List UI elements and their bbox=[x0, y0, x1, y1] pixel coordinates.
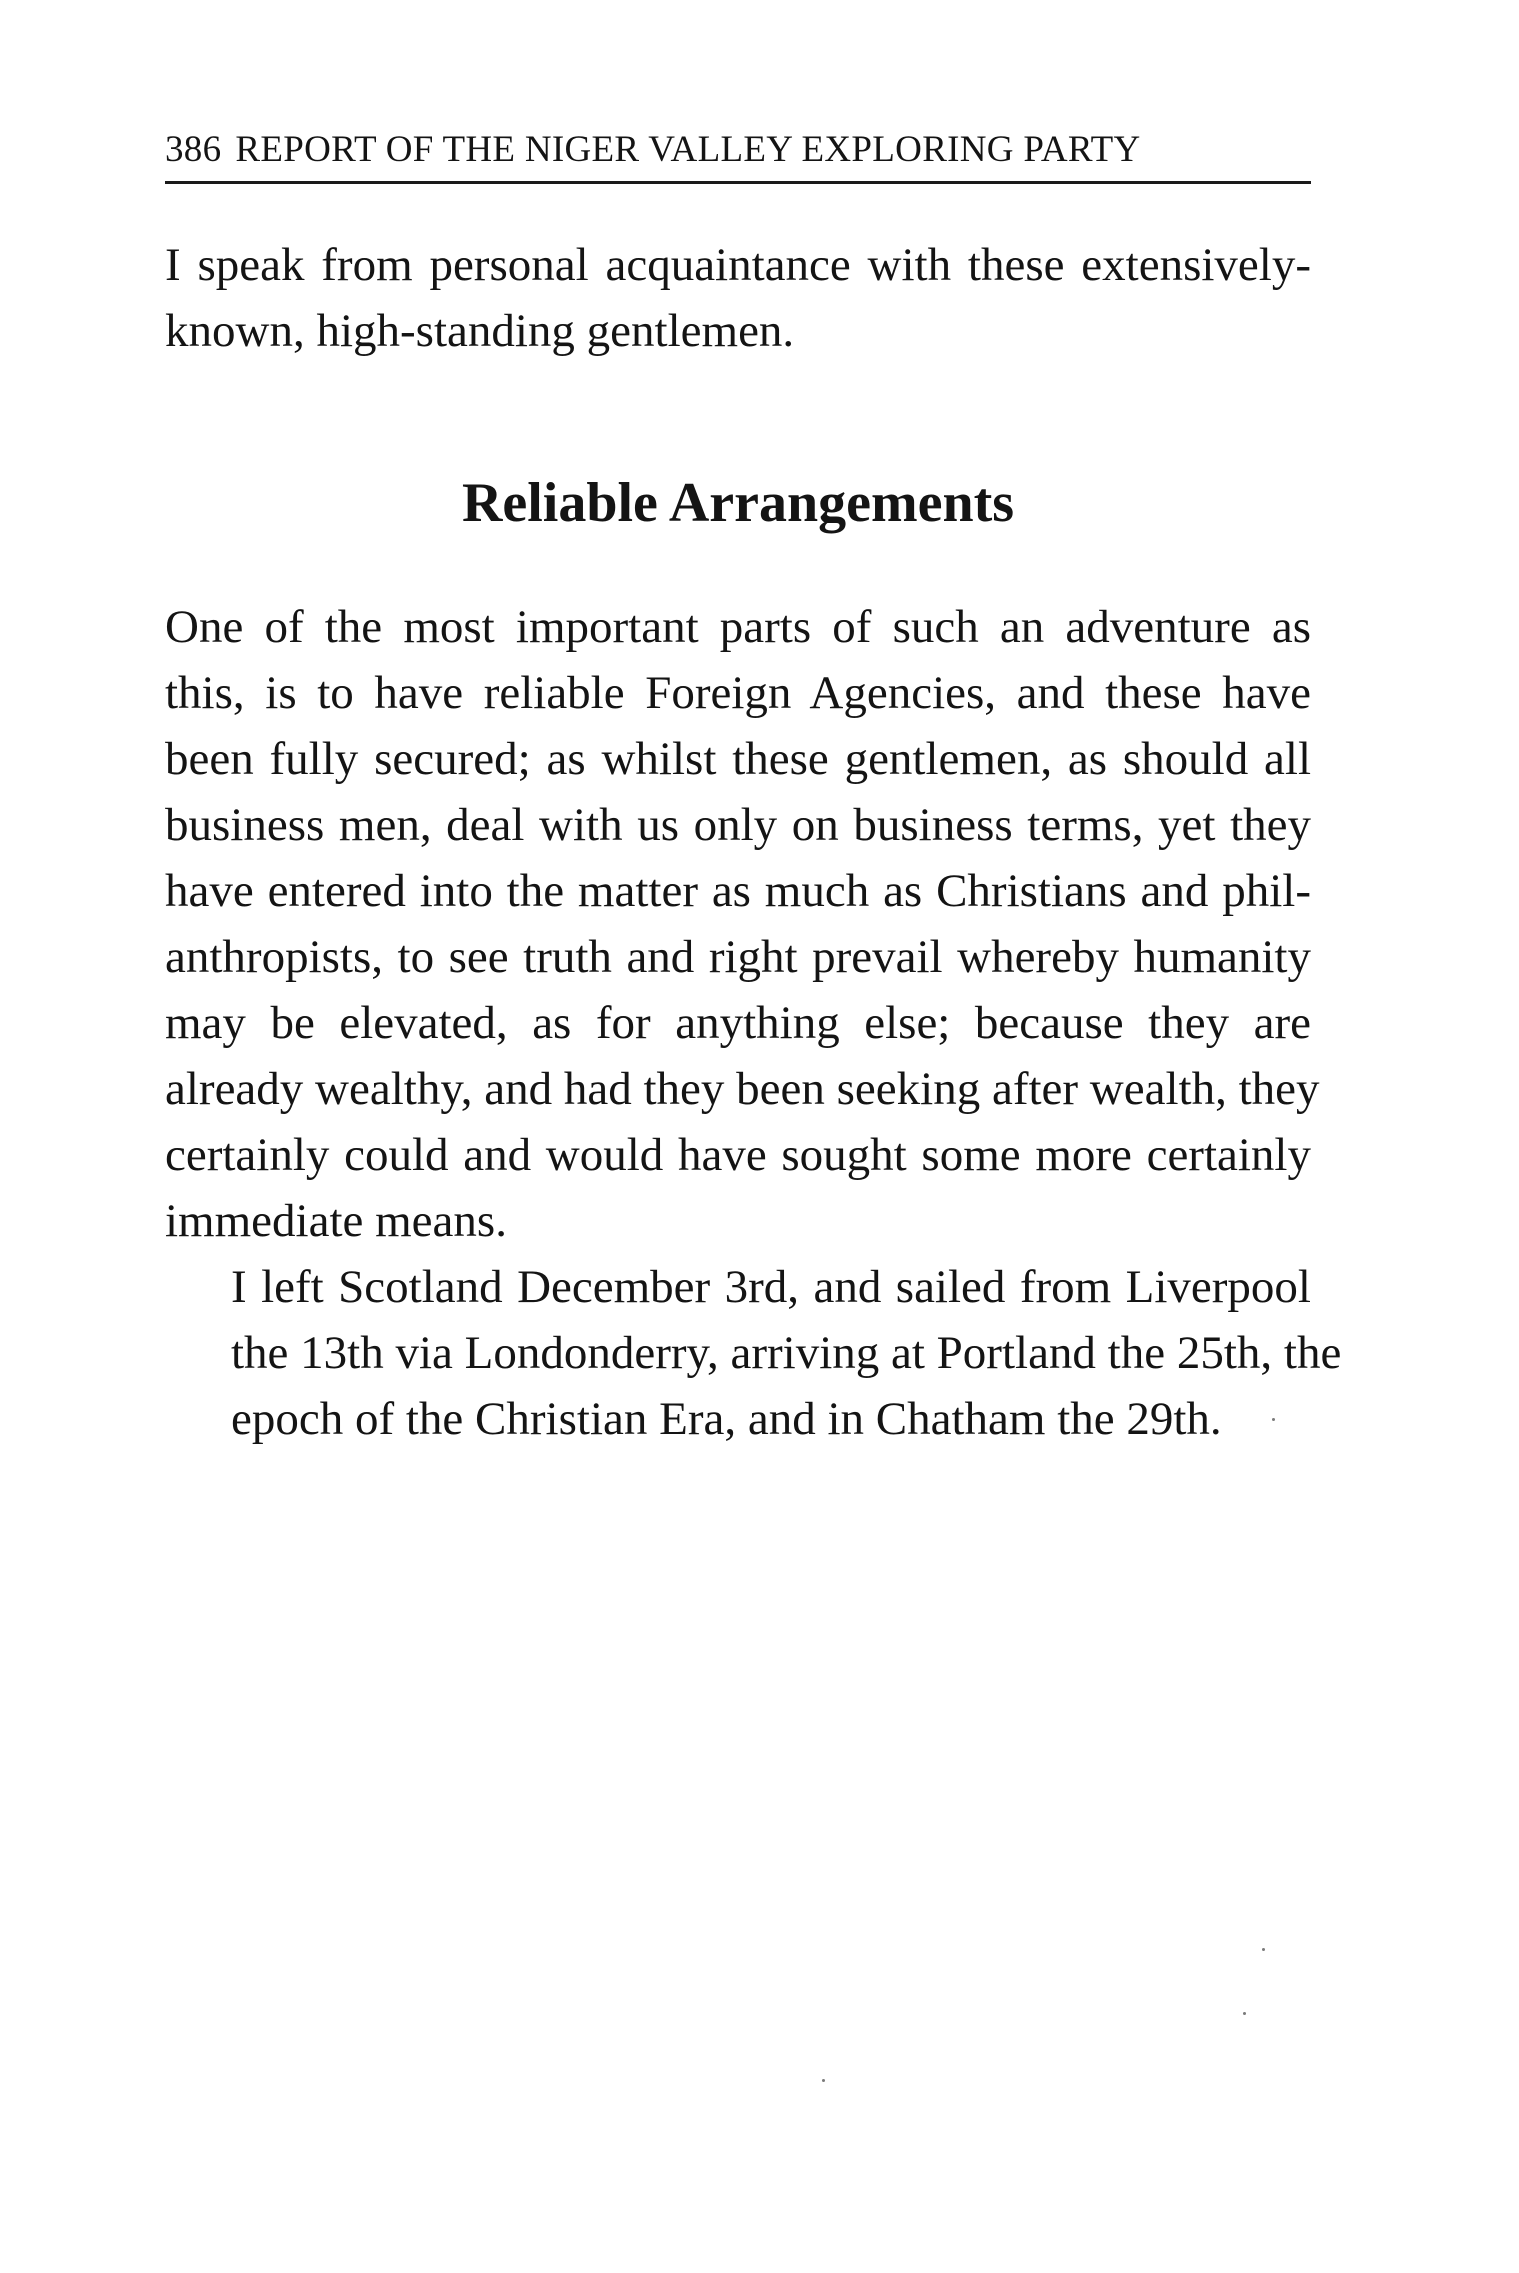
text-line: epoch of the Christian Era, and in Chatham the 29th. bbox=[231, 1393, 1222, 1445]
text-line: the 13th via Londonderry, arriving at Portland the 25th, the bbox=[231, 1327, 1342, 1379]
header-rule bbox=[165, 181, 1311, 184]
page-number: 386 bbox=[165, 129, 222, 170]
text-line: this, is to have reliable Foreign Agencies, and these have bbox=[165, 667, 1311, 719]
running-head-title: REPORT OF THE NIGER VALLEY EXPLORING PARTY bbox=[235, 129, 1141, 170]
paragraph-3 bbox=[165, 1254, 1342, 1452]
scan-speck bbox=[1272, 1418, 1275, 1421]
text-line: I left Scotland December 3rd, and sailed from Liverpool bbox=[231, 1261, 1311, 1313]
scan-speck bbox=[1262, 1948, 1265, 1951]
text-line: certainly could and would have sought some more certainly bbox=[165, 1129, 1311, 1181]
text-line: One of the most important parts of such an adventure as bbox=[165, 601, 1311, 653]
text-line: immediate means. bbox=[165, 1195, 507, 1247]
section-heading: Reliable Arrangements bbox=[461, 472, 1015, 534]
text-line: already wealthy, and had they been seeking after wealth, they bbox=[165, 1063, 1320, 1115]
text-line: business men, deal with us only on business terms, yet they bbox=[165, 799, 1311, 851]
scan-speck bbox=[1243, 2012, 1246, 2015]
text-line: may be elevated, as for anything else; because they are bbox=[165, 997, 1311, 1049]
text-line: been fully secured; as whilst these gentlemen, as should all bbox=[165, 733, 1311, 785]
text-line: known, high-standing gentlemen. bbox=[165, 305, 795, 357]
running-head bbox=[165, 128, 1305, 172]
text-line: I speak from personal acquaintance with these extensively- bbox=[165, 239, 1311, 291]
paragraph-1 bbox=[165, 232, 1311, 364]
scan-speck bbox=[822, 2079, 825, 2082]
text-line: anthropists, to see truth and right prevail whereby humanity bbox=[165, 931, 1311, 983]
text-line: have entered into the matter as much as Christians and phil- bbox=[165, 865, 1311, 917]
paragraph-2 bbox=[165, 594, 1320, 1254]
